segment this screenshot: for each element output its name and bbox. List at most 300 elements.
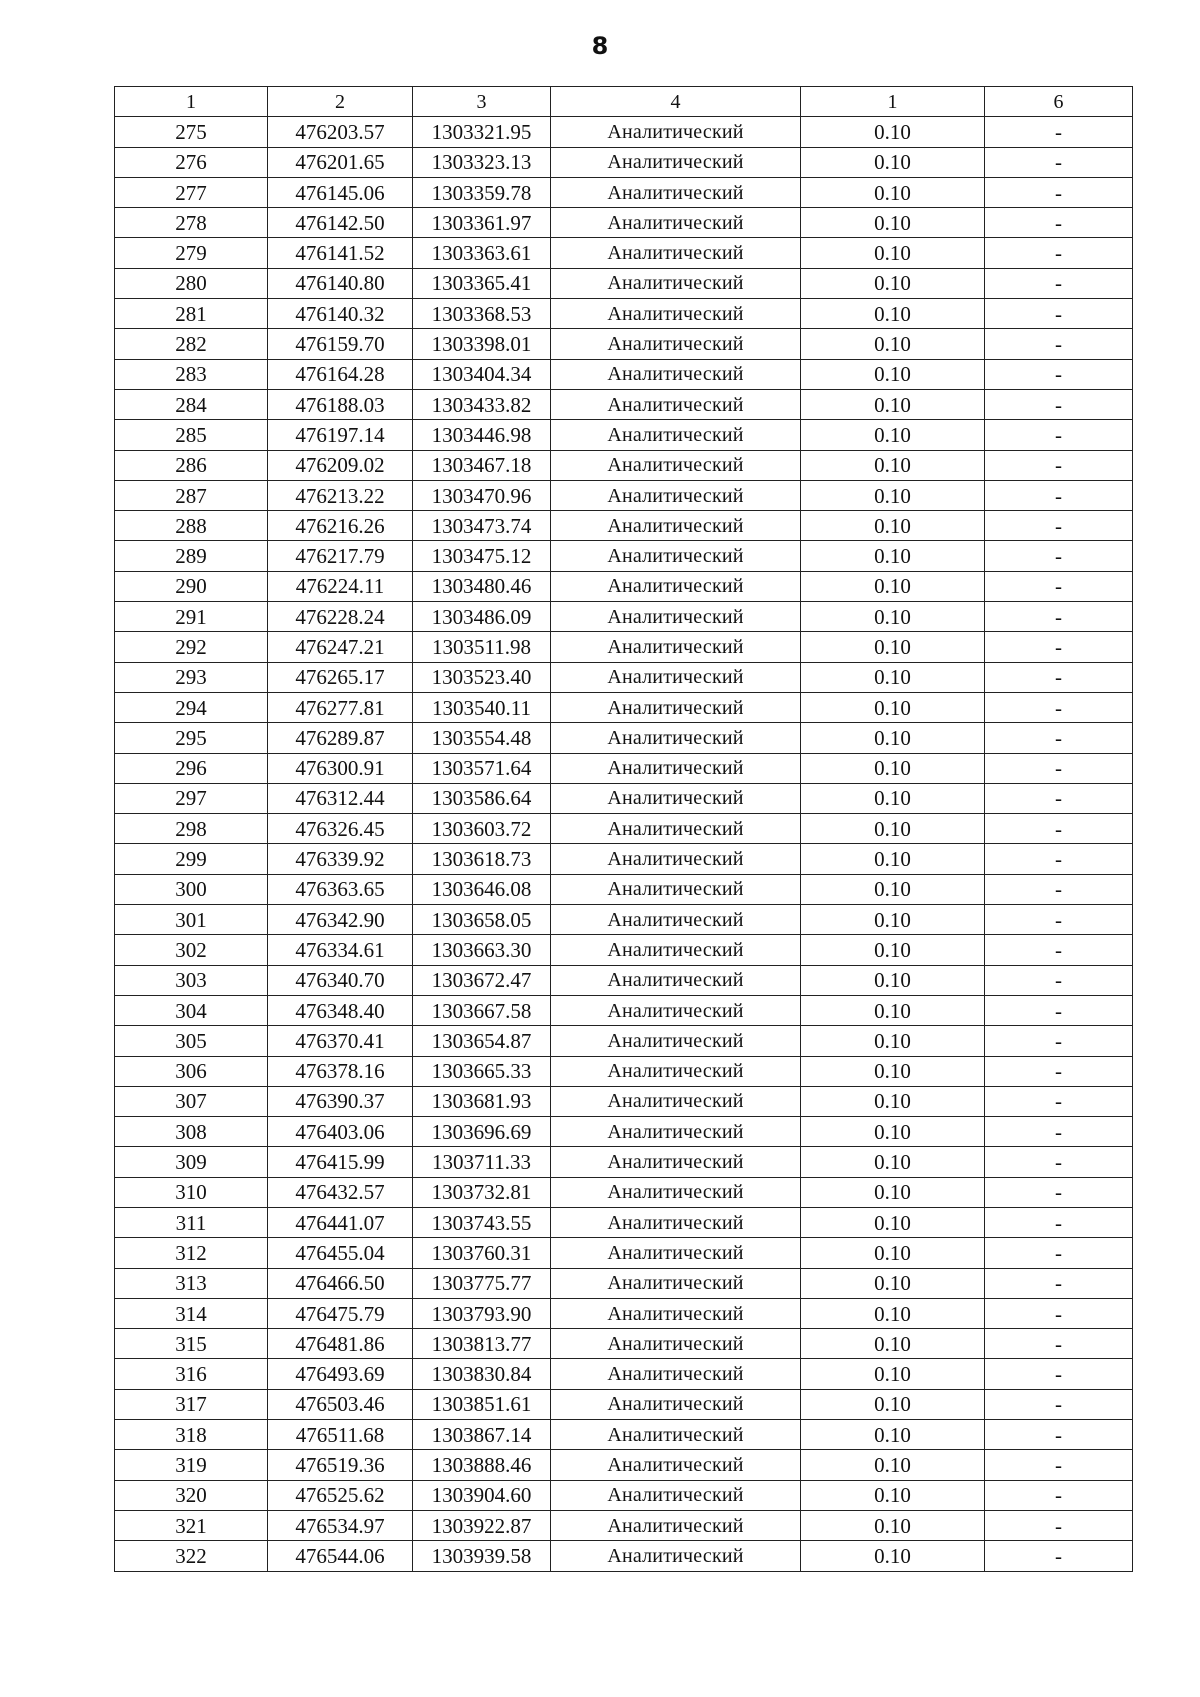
x-coordinate-cell: 476164.28 — [268, 359, 413, 389]
accuracy-cell: 0.10 — [801, 541, 985, 571]
method-cell: Аналитический — [551, 1268, 801, 1298]
y-coordinate-cell: 1303654.87 — [413, 1026, 551, 1056]
accuracy-cell: 0.10 — [801, 238, 985, 268]
note-cell: - — [985, 420, 1133, 450]
y-coordinate-cell: 1303323.13 — [413, 147, 551, 177]
note-cell: - — [985, 571, 1133, 601]
method-cell: Аналитический — [551, 1117, 801, 1147]
y-coordinate-cell: 1303433.82 — [413, 389, 551, 419]
y-coordinate-cell: 1303321.95 — [413, 117, 551, 147]
point-number-cell: 302 — [115, 935, 268, 965]
method-cell: Аналитический — [551, 1450, 801, 1480]
point-number-cell: 310 — [115, 1177, 268, 1207]
x-coordinate-cell: 476140.80 — [268, 268, 413, 298]
y-coordinate-cell: 1303511.98 — [413, 632, 551, 662]
y-coordinate-cell: 1303672.47 — [413, 965, 551, 995]
method-cell: Аналитический — [551, 1086, 801, 1116]
x-coordinate-cell: 476339.92 — [268, 844, 413, 874]
note-cell: - — [985, 1026, 1133, 1056]
point-number-cell: 314 — [115, 1298, 268, 1328]
table-row — [115, 480, 1133, 510]
y-coordinate-cell: 1303554.48 — [413, 723, 551, 753]
column-header: 1 — [115, 87, 268, 117]
note-cell: - — [985, 905, 1133, 935]
accuracy-cell: 0.10 — [801, 814, 985, 844]
note-cell: - — [985, 1541, 1133, 1571]
note-cell: - — [985, 632, 1133, 662]
accuracy-cell: 0.10 — [801, 602, 985, 632]
table-row — [115, 329, 1133, 359]
point-number-cell: 287 — [115, 480, 268, 510]
table-body — [115, 117, 1133, 1571]
table-row — [115, 1238, 1133, 1268]
note-cell: - — [985, 1207, 1133, 1237]
method-cell: Аналитический — [551, 1510, 801, 1540]
x-coordinate-cell: 476265.17 — [268, 662, 413, 692]
accuracy-cell: 0.10 — [801, 389, 985, 419]
table-row — [115, 541, 1133, 571]
y-coordinate-cell: 1303523.40 — [413, 662, 551, 692]
table-row — [115, 602, 1133, 632]
x-coordinate-cell: 476378.16 — [268, 1056, 413, 1086]
table-row — [115, 299, 1133, 329]
column-header: 1 — [801, 87, 985, 117]
accuracy-cell: 0.10 — [801, 1207, 985, 1237]
y-coordinate-cell: 1303813.77 — [413, 1329, 551, 1359]
note-cell: - — [985, 1450, 1133, 1480]
table-row — [115, 1147, 1133, 1177]
table-row — [115, 1117, 1133, 1147]
accuracy-cell: 0.10 — [801, 723, 985, 753]
method-cell: Аналитический — [551, 1389, 801, 1419]
y-coordinate-cell: 1303398.01 — [413, 329, 551, 359]
note-cell: - — [985, 450, 1133, 480]
table-row — [115, 208, 1133, 238]
table-row — [115, 1541, 1133, 1571]
point-number-cell: 284 — [115, 389, 268, 419]
method-cell: Аналитический — [551, 692, 801, 722]
note-cell: - — [985, 268, 1133, 298]
table-row — [115, 1480, 1133, 1510]
point-number-cell: 282 — [115, 329, 268, 359]
table-row — [115, 1086, 1133, 1116]
x-coordinate-cell: 476188.03 — [268, 389, 413, 419]
y-coordinate-cell: 1303486.09 — [413, 602, 551, 632]
note-cell: - — [985, 511, 1133, 541]
table-row — [115, 814, 1133, 844]
point-number-cell: 290 — [115, 571, 268, 601]
note-cell: - — [985, 299, 1133, 329]
note-cell: - — [985, 662, 1133, 692]
note-cell: - — [985, 1117, 1133, 1147]
method-cell: Аналитический — [551, 1238, 801, 1268]
accuracy-cell: 0.10 — [801, 1117, 985, 1147]
method-cell: Аналитический — [551, 814, 801, 844]
y-coordinate-cell: 1303361.97 — [413, 208, 551, 238]
table-row — [115, 511, 1133, 541]
y-coordinate-cell: 1303658.05 — [413, 905, 551, 935]
method-cell: Аналитический — [551, 905, 801, 935]
accuracy-cell: 0.10 — [801, 1238, 985, 1268]
accuracy-cell: 0.10 — [801, 268, 985, 298]
note-cell: - — [985, 208, 1133, 238]
x-coordinate-cell: 476159.70 — [268, 329, 413, 359]
point-number-cell: 289 — [115, 541, 268, 571]
note-cell: - — [985, 1238, 1133, 1268]
y-coordinate-cell: 1303867.14 — [413, 1420, 551, 1450]
point-number-cell: 309 — [115, 1147, 268, 1177]
y-coordinate-cell: 1303571.64 — [413, 753, 551, 783]
table-row — [115, 1359, 1133, 1389]
table-row — [115, 1026, 1133, 1056]
y-coordinate-cell: 1303446.98 — [413, 420, 551, 450]
method-cell: Аналитический — [551, 299, 801, 329]
method-cell: Аналитический — [551, 389, 801, 419]
x-coordinate-cell: 476403.06 — [268, 1117, 413, 1147]
point-number-cell: 322 — [115, 1541, 268, 1571]
y-coordinate-cell: 1303922.87 — [413, 1510, 551, 1540]
accuracy-cell: 0.10 — [801, 662, 985, 692]
accuracy-cell: 0.10 — [801, 1420, 985, 1450]
point-number-cell: 277 — [115, 177, 268, 207]
y-coordinate-cell: 1303467.18 — [413, 450, 551, 480]
note-cell: - — [985, 177, 1133, 207]
method-cell: Аналитический — [551, 995, 801, 1025]
method-cell: Аналитический — [551, 965, 801, 995]
accuracy-cell: 0.10 — [801, 450, 985, 480]
y-coordinate-cell: 1303681.93 — [413, 1086, 551, 1116]
note-cell: - — [985, 935, 1133, 965]
x-coordinate-cell: 476209.02 — [268, 450, 413, 480]
method-cell: Аналитический — [551, 541, 801, 571]
table-row — [115, 844, 1133, 874]
note-cell: - — [985, 1480, 1133, 1510]
table-row — [115, 1450, 1133, 1480]
note-cell: - — [985, 753, 1133, 783]
point-number-cell: 307 — [115, 1086, 268, 1116]
accuracy-cell: 0.10 — [801, 1389, 985, 1419]
x-coordinate-cell: 476519.36 — [268, 1450, 413, 1480]
x-coordinate-cell: 476415.99 — [268, 1147, 413, 1177]
table-row — [115, 995, 1133, 1025]
accuracy-cell: 0.10 — [801, 1177, 985, 1207]
method-cell: Аналитический — [551, 1329, 801, 1359]
y-coordinate-cell: 1303618.73 — [413, 844, 551, 874]
y-coordinate-cell: 1303711.33 — [413, 1147, 551, 1177]
page-number: 8 — [591, 32, 609, 60]
point-number-cell: 312 — [115, 1238, 268, 1268]
point-number-cell: 279 — [115, 238, 268, 268]
point-number-cell: 296 — [115, 753, 268, 783]
method-cell: Аналитический — [551, 1177, 801, 1207]
table-row — [115, 420, 1133, 450]
point-number-cell: 285 — [115, 420, 268, 450]
y-coordinate-cell: 1303475.12 — [413, 541, 551, 571]
point-number-cell: 301 — [115, 905, 268, 935]
accuracy-cell: 0.10 — [801, 117, 985, 147]
note-cell: - — [985, 147, 1133, 177]
y-coordinate-cell: 1303368.53 — [413, 299, 551, 329]
note-cell: - — [985, 1359, 1133, 1389]
table-row — [115, 783, 1133, 813]
column-header: 3 — [413, 87, 551, 117]
x-coordinate-cell: 476348.40 — [268, 995, 413, 1025]
table-header — [115, 87, 1133, 117]
table-row — [115, 905, 1133, 935]
x-coordinate-cell: 476466.50 — [268, 1268, 413, 1298]
method-cell: Аналитический — [551, 1147, 801, 1177]
x-coordinate-cell: 476370.41 — [268, 1026, 413, 1056]
method-cell: Аналитический — [551, 1359, 801, 1389]
x-coordinate-cell: 476140.32 — [268, 299, 413, 329]
accuracy-cell: 0.10 — [801, 147, 985, 177]
note-cell: - — [985, 814, 1133, 844]
point-number-cell: 276 — [115, 147, 268, 177]
method-cell: Аналитический — [551, 480, 801, 510]
coordinates-table — [114, 86, 1133, 1572]
x-coordinate-cell: 476197.14 — [268, 420, 413, 450]
accuracy-cell: 0.10 — [801, 753, 985, 783]
point-number-cell: 305 — [115, 1026, 268, 1056]
method-cell: Аналитический — [551, 117, 801, 147]
x-coordinate-cell: 476145.06 — [268, 177, 413, 207]
note-cell: - — [985, 541, 1133, 571]
point-number-cell: 297 — [115, 783, 268, 813]
accuracy-cell: 0.10 — [801, 1056, 985, 1086]
y-coordinate-cell: 1303939.58 — [413, 1541, 551, 1571]
table-row — [115, 389, 1133, 419]
x-coordinate-cell: 476213.22 — [268, 480, 413, 510]
method-cell: Аналитический — [551, 238, 801, 268]
point-number-cell: 303 — [115, 965, 268, 995]
table-row — [115, 1207, 1133, 1237]
method-cell: Аналитический — [551, 450, 801, 480]
table-row — [115, 874, 1133, 904]
y-coordinate-cell: 1303888.46 — [413, 1450, 551, 1480]
note-cell: - — [985, 602, 1133, 632]
accuracy-cell: 0.10 — [801, 1359, 985, 1389]
method-cell: Аналитический — [551, 329, 801, 359]
accuracy-cell: 0.10 — [801, 511, 985, 541]
method-cell: Аналитический — [551, 602, 801, 632]
y-coordinate-cell: 1303732.81 — [413, 1177, 551, 1207]
method-cell: Аналитический — [551, 753, 801, 783]
note-cell: - — [985, 1298, 1133, 1328]
accuracy-cell: 0.10 — [801, 632, 985, 662]
point-number-cell: 311 — [115, 1207, 268, 1237]
table-row — [115, 692, 1133, 722]
x-coordinate-cell: 476334.61 — [268, 935, 413, 965]
accuracy-cell: 0.10 — [801, 965, 985, 995]
method-cell: Аналитический — [551, 1026, 801, 1056]
table-row — [115, 662, 1133, 692]
method-cell: Аналитический — [551, 844, 801, 874]
accuracy-cell: 0.10 — [801, 1510, 985, 1540]
accuracy-cell: 0.10 — [801, 1086, 985, 1116]
point-number-cell: 316 — [115, 1359, 268, 1389]
method-cell: Аналитический — [551, 1207, 801, 1237]
note-cell: - — [985, 1420, 1133, 1450]
y-coordinate-cell: 1303667.58 — [413, 995, 551, 1025]
accuracy-cell: 0.10 — [801, 208, 985, 238]
note-cell: - — [985, 238, 1133, 268]
y-coordinate-cell: 1303793.90 — [413, 1298, 551, 1328]
method-cell: Аналитический — [551, 1541, 801, 1571]
method-cell: Аналитический — [551, 177, 801, 207]
method-cell: Аналитический — [551, 723, 801, 753]
table-row — [115, 268, 1133, 298]
note-cell: - — [985, 1086, 1133, 1116]
accuracy-cell: 0.10 — [801, 1329, 985, 1359]
note-cell: - — [985, 1147, 1133, 1177]
note-cell: - — [985, 844, 1133, 874]
y-coordinate-cell: 1303363.61 — [413, 238, 551, 268]
accuracy-cell: 0.10 — [801, 1298, 985, 1328]
table-row — [115, 965, 1133, 995]
table-row — [115, 1177, 1133, 1207]
table-row — [115, 1510, 1133, 1540]
method-cell: Аналитический — [551, 1298, 801, 1328]
y-coordinate-cell: 1303646.08 — [413, 874, 551, 904]
x-coordinate-cell: 476142.50 — [268, 208, 413, 238]
table-row — [115, 753, 1133, 783]
x-coordinate-cell: 476217.79 — [268, 541, 413, 571]
y-coordinate-cell: 1303665.33 — [413, 1056, 551, 1086]
table-row — [115, 147, 1133, 177]
point-number-cell: 294 — [115, 692, 268, 722]
accuracy-cell: 0.10 — [801, 359, 985, 389]
y-coordinate-cell: 1303470.96 — [413, 480, 551, 510]
x-coordinate-cell: 476247.21 — [268, 632, 413, 662]
y-coordinate-cell: 1303663.30 — [413, 935, 551, 965]
x-coordinate-cell: 476340.70 — [268, 965, 413, 995]
table-row — [115, 723, 1133, 753]
point-number-cell: 293 — [115, 662, 268, 692]
note-cell: - — [985, 692, 1133, 722]
method-cell: Аналитический — [551, 208, 801, 238]
table-row — [115, 359, 1133, 389]
method-cell: Аналитический — [551, 268, 801, 298]
point-number-cell: 286 — [115, 450, 268, 480]
x-coordinate-cell: 476312.44 — [268, 783, 413, 813]
accuracy-cell: 0.10 — [801, 571, 985, 601]
y-coordinate-cell: 1303404.34 — [413, 359, 551, 389]
table-row — [115, 238, 1133, 268]
accuracy-cell: 0.10 — [801, 299, 985, 329]
accuracy-cell: 0.10 — [801, 905, 985, 935]
accuracy-cell: 0.10 — [801, 783, 985, 813]
accuracy-cell: 0.10 — [801, 177, 985, 207]
method-cell: Аналитический — [551, 1056, 801, 1086]
accuracy-cell: 0.10 — [801, 1147, 985, 1177]
accuracy-cell: 0.10 — [801, 935, 985, 965]
accuracy-cell: 0.10 — [801, 692, 985, 722]
table-row — [115, 117, 1133, 147]
point-number-cell: 317 — [115, 1389, 268, 1419]
method-cell: Аналитический — [551, 147, 801, 177]
method-cell: Аналитический — [551, 571, 801, 601]
accuracy-cell: 0.10 — [801, 995, 985, 1025]
x-coordinate-cell: 476224.11 — [268, 571, 413, 601]
note-cell: - — [985, 723, 1133, 753]
note-cell: - — [985, 1056, 1133, 1086]
table-row — [115, 632, 1133, 662]
y-coordinate-cell: 1303851.61 — [413, 1389, 551, 1419]
accuracy-cell: 0.10 — [801, 329, 985, 359]
table-row — [115, 450, 1133, 480]
x-coordinate-cell: 476534.97 — [268, 1510, 413, 1540]
point-number-cell: 318 — [115, 1420, 268, 1450]
table-row — [115, 1329, 1133, 1359]
accuracy-cell: 0.10 — [801, 1450, 985, 1480]
x-coordinate-cell: 476141.52 — [268, 238, 413, 268]
x-coordinate-cell: 476363.65 — [268, 874, 413, 904]
point-number-cell: 304 — [115, 995, 268, 1025]
note-cell: - — [985, 389, 1133, 419]
method-cell: Аналитический — [551, 1480, 801, 1510]
note-cell: - — [985, 1329, 1133, 1359]
table-row — [115, 1056, 1133, 1086]
y-coordinate-cell: 1303760.31 — [413, 1238, 551, 1268]
point-number-cell: 313 — [115, 1268, 268, 1298]
table-row — [115, 935, 1133, 965]
x-coordinate-cell: 476390.37 — [268, 1086, 413, 1116]
method-cell: Аналитический — [551, 874, 801, 904]
accuracy-cell: 0.10 — [801, 480, 985, 510]
method-cell: Аналитический — [551, 511, 801, 541]
x-coordinate-cell: 476342.90 — [268, 905, 413, 935]
table-row — [115, 177, 1133, 207]
accuracy-cell: 0.10 — [801, 844, 985, 874]
method-cell: Аналитический — [551, 359, 801, 389]
y-coordinate-cell: 1303830.84 — [413, 1359, 551, 1389]
note-cell: - — [985, 1510, 1133, 1540]
column-header: 2 — [268, 87, 413, 117]
x-coordinate-cell: 476481.86 — [268, 1329, 413, 1359]
y-coordinate-cell: 1303743.55 — [413, 1207, 551, 1237]
method-cell: Аналитический — [551, 662, 801, 692]
note-cell: - — [985, 359, 1133, 389]
x-coordinate-cell: 476432.57 — [268, 1177, 413, 1207]
accuracy-cell: 0.10 — [801, 1480, 985, 1510]
note-cell: - — [985, 1268, 1133, 1298]
y-coordinate-cell: 1303586.64 — [413, 783, 551, 813]
method-cell: Аналитический — [551, 420, 801, 450]
point-number-cell: 281 — [115, 299, 268, 329]
y-coordinate-cell: 1303603.72 — [413, 814, 551, 844]
header-row — [115, 87, 1133, 117]
y-coordinate-cell: 1303696.69 — [413, 1117, 551, 1147]
note-cell: - — [985, 1177, 1133, 1207]
x-coordinate-cell: 476203.57 — [268, 117, 413, 147]
point-number-cell: 320 — [115, 1480, 268, 1510]
point-number-cell: 288 — [115, 511, 268, 541]
x-coordinate-cell: 476228.24 — [268, 602, 413, 632]
table-row — [115, 1268, 1133, 1298]
point-number-cell: 298 — [115, 814, 268, 844]
y-coordinate-cell: 1303473.74 — [413, 511, 551, 541]
point-number-cell: 300 — [115, 874, 268, 904]
note-cell: - — [985, 783, 1133, 813]
accuracy-cell: 0.10 — [801, 874, 985, 904]
method-cell: Аналитический — [551, 935, 801, 965]
x-coordinate-cell: 476300.91 — [268, 753, 413, 783]
x-coordinate-cell: 476475.79 — [268, 1298, 413, 1328]
point-number-cell: 295 — [115, 723, 268, 753]
table-row — [115, 571, 1133, 601]
note-cell: - — [985, 995, 1133, 1025]
x-coordinate-cell: 476544.06 — [268, 1541, 413, 1571]
